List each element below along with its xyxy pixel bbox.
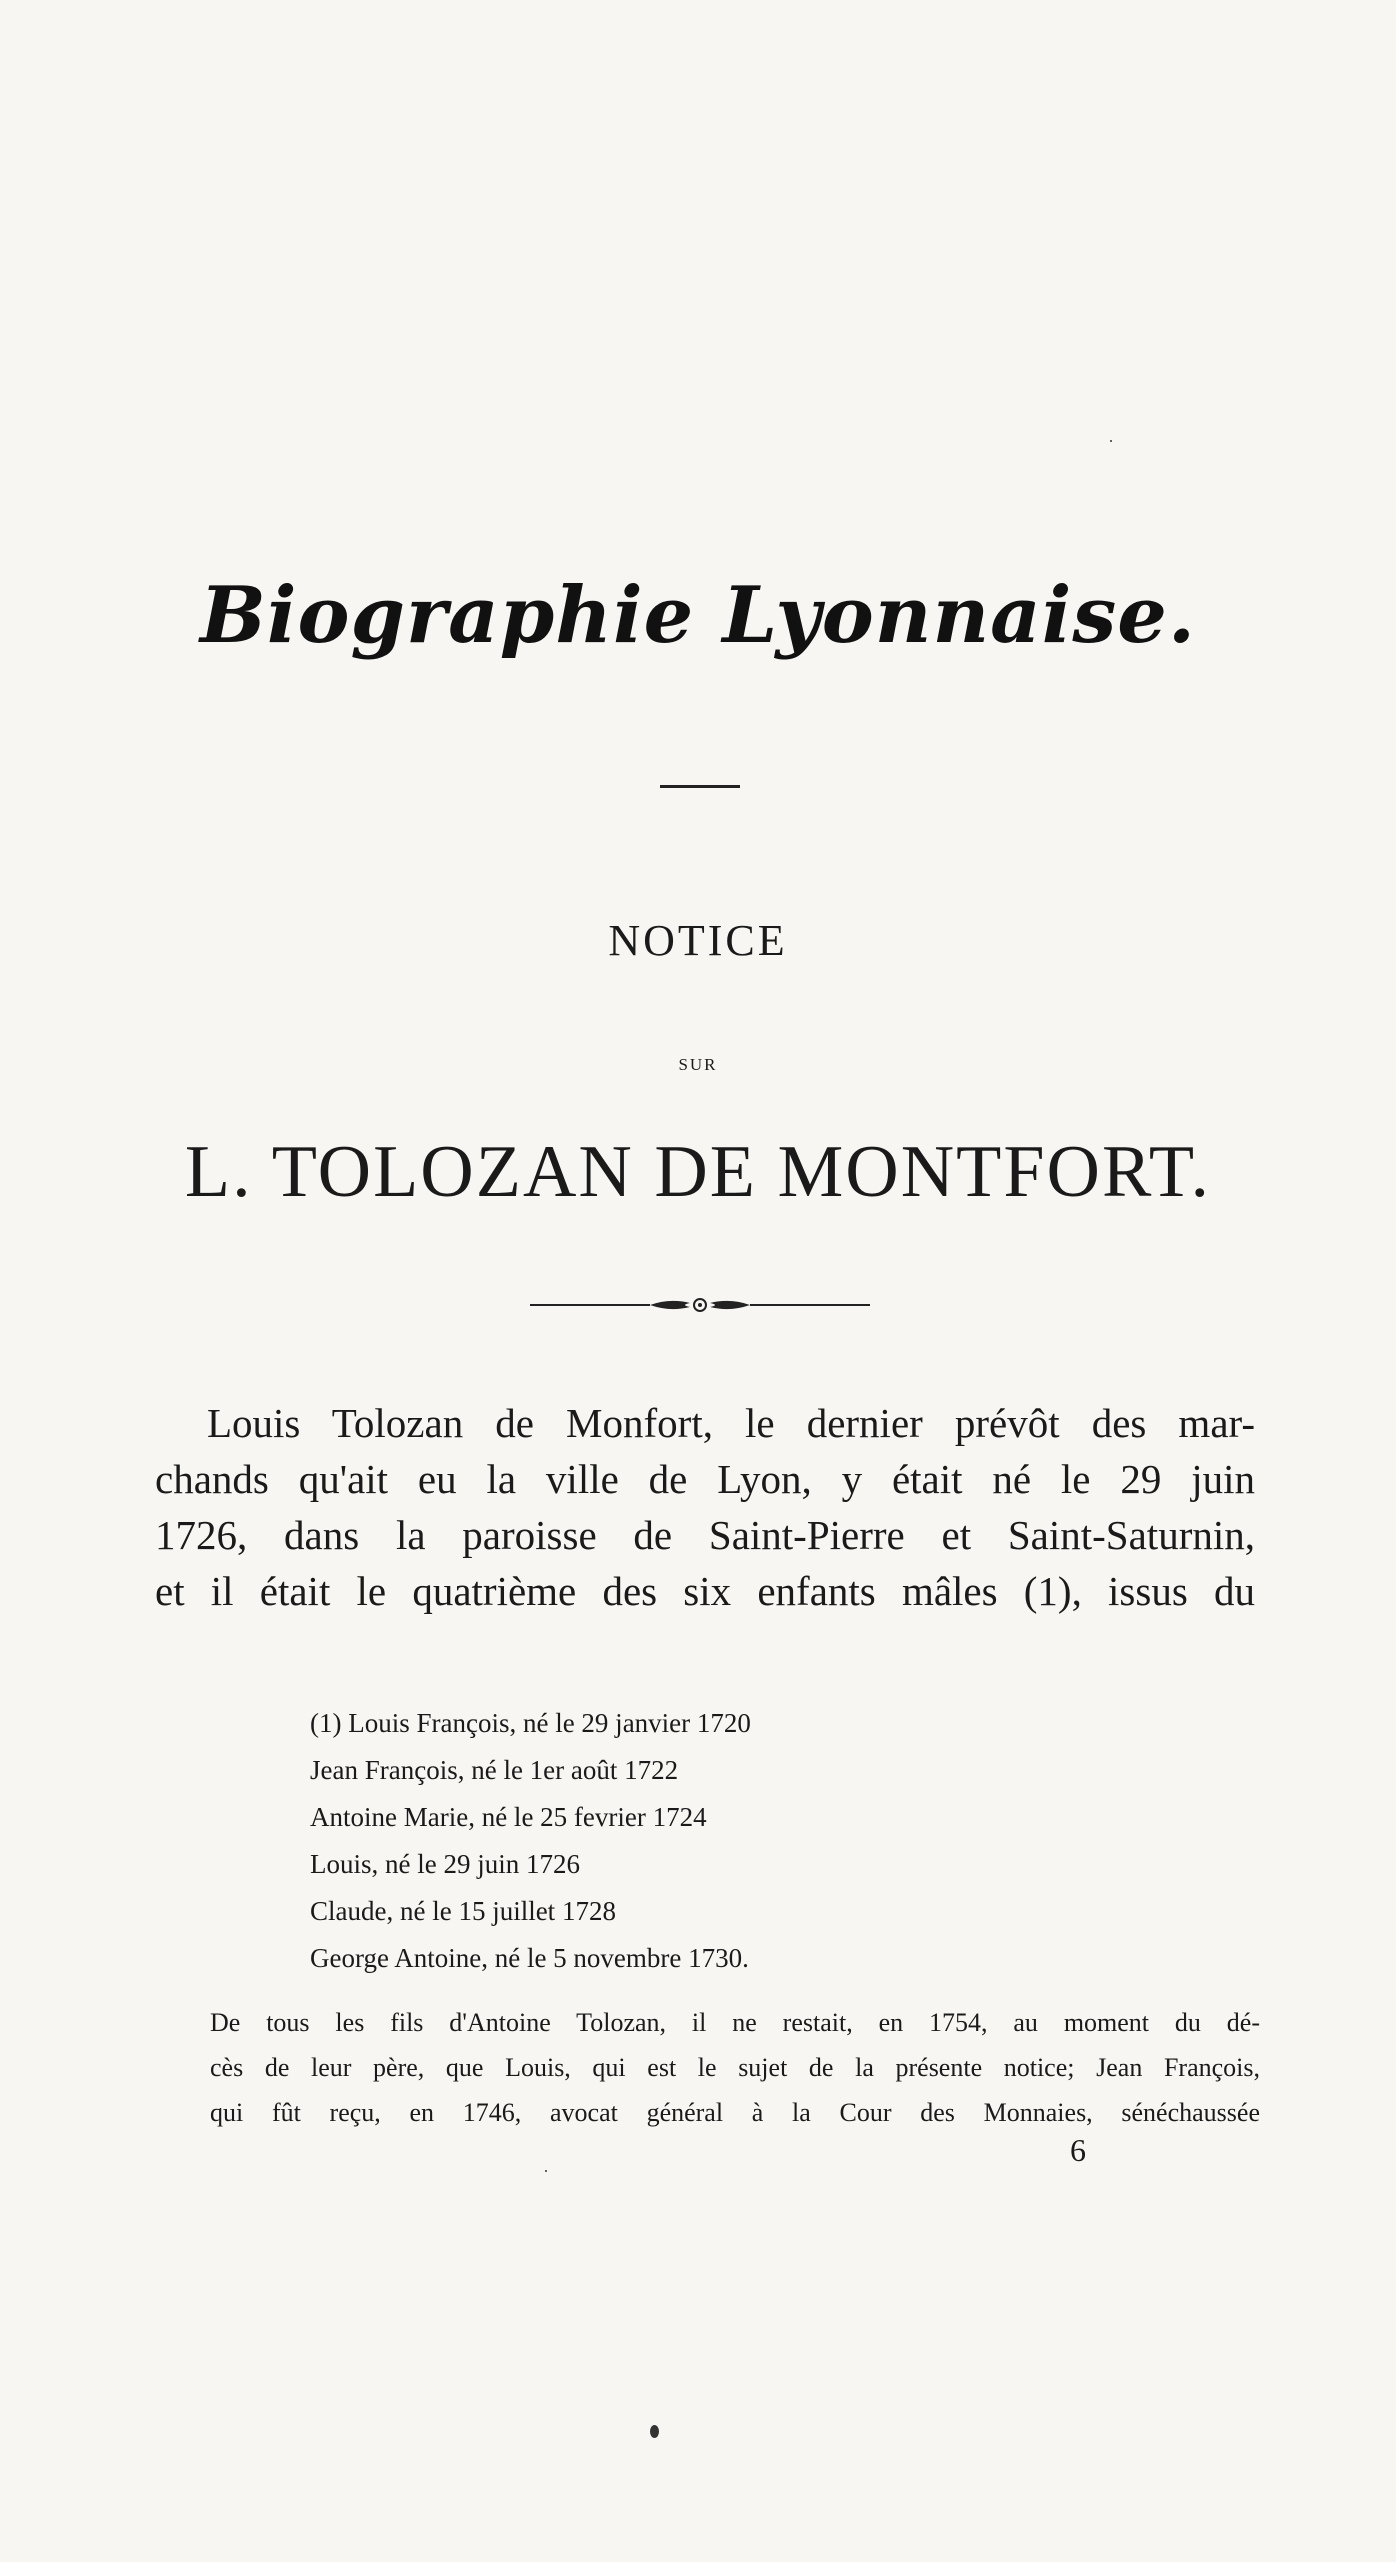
body-line: chands qu'ait eu la ville de Lyon, y était né le 29 juin <box>155 1456 1255 1502</box>
subject-heading: L. TOLOZAN DE MONTFORT. <box>184 1131 1212 1213</box>
sur-label: SUR <box>678 1055 718 1074</box>
footnote-line: George Antoine, né le 5 novembre 1730. <box>310 1943 749 1973</box>
body-paragraph <box>155 1395 1255 1619</box>
body-line: et il était le quatrième des six enfants mâles (1), issus du <box>155 1568 1255 1614</box>
footnote-line: Jean François, né le 1er août 1722 <box>310 1755 679 1785</box>
body-line: 1726, dans la paroisse de Saint-Pierre et Saint-Saturnin, <box>155 1512 1255 1558</box>
footnote-paragraph-line: De tous les fils d'Antoine Tolozan, il ne restait, en 1754, au moment du dé- <box>210 2008 1260 2037</box>
footnote-line: Louis, né le 29 juin 1726 <box>310 1849 580 1879</box>
ornament-divider-icon <box>530 1290 870 1320</box>
footnote-list <box>310 1700 1010 1982</box>
title-divider <box>660 785 740 788</box>
body-line: Louis Tolozan de Monfort, le dernier prévôt des mar- <box>207 1400 1255 1446</box>
footnote-paragraph-line: cès de leur père, que Louis, qui est le sujet de la présente notice; Jean François, <box>210 2053 1260 2082</box>
footnote-paragraph <box>210 2000 1260 2135</box>
footnote-paragraph-line: qui fût reçu, en 1746, avocat général à la Cour des Monnaies, sénéchaussée <box>210 2098 1260 2127</box>
footnote-line: (1) Louis François, né le 29 janvier 1720 <box>310 1708 751 1738</box>
running-title: Biographie Lyonnaise. <box>199 570 1197 661</box>
page-number: 6 <box>1070 2132 1086 2168</box>
footnote-line: Claude, né le 15 juillet 1728 <box>310 1896 616 1926</box>
notice-heading: NOTICE <box>608 916 788 965</box>
footnote-line: Antoine Marie, né le 25 fevrier 1724 <box>310 1802 707 1832</box>
